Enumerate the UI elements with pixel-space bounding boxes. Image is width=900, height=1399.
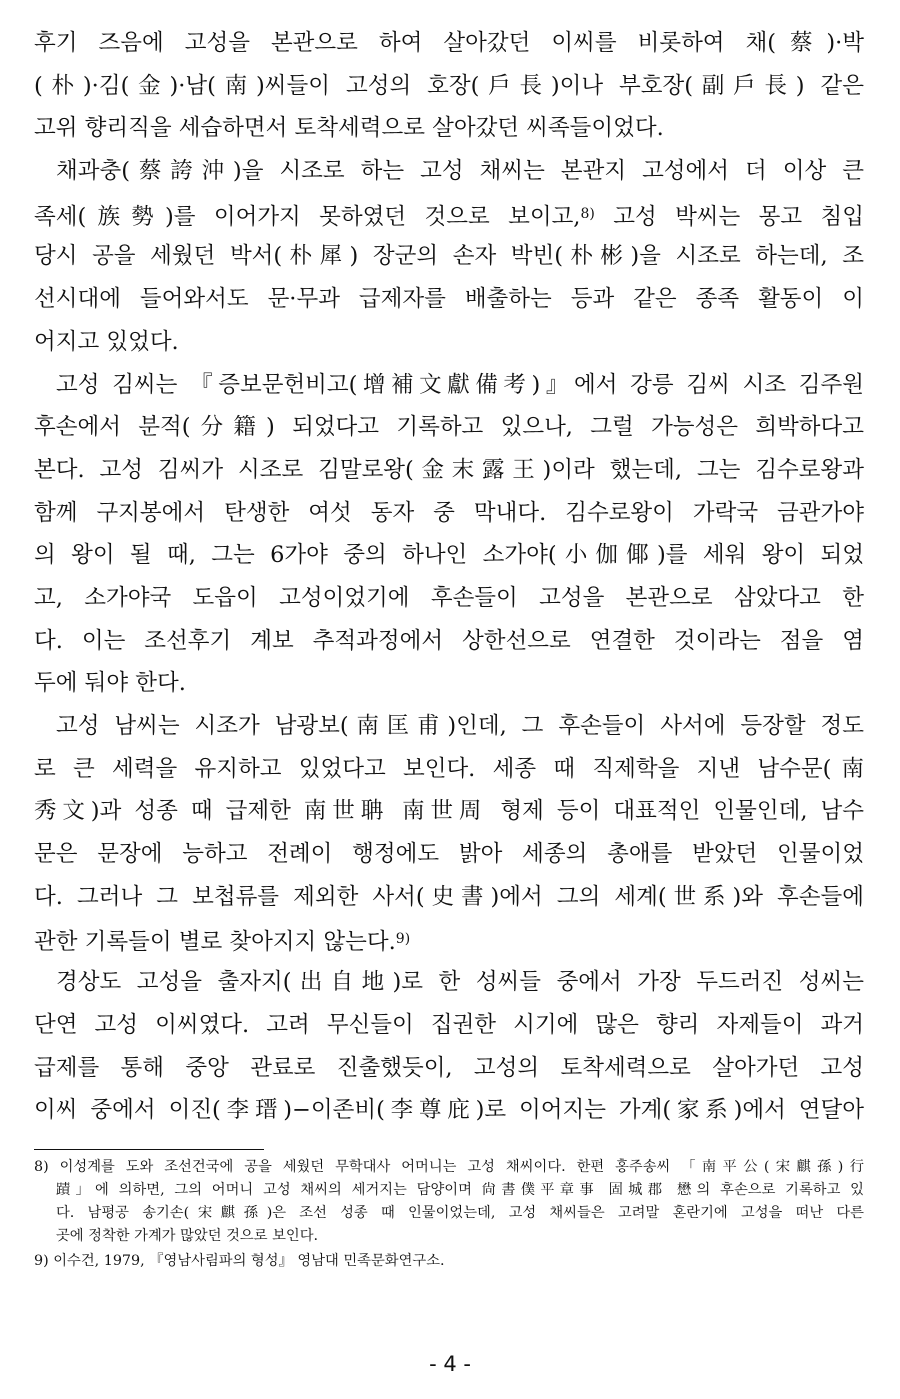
text-line: 후기 즈음에 고성을 본관으로 하여 살아갔던 이씨를 비롯하여 채(蔡)·박 (34, 30, 864, 56)
footnote-ref-9[interactable]: 9) (395, 931, 411, 948)
text-line: 다. 이는 조선후기 계보 추적과정에서 상한선으로 연결한 것이라는 점을 염 (34, 627, 864, 654)
footnote-line: 9) 이수건, 1979, 『영남사림파의 형성』 영남대 민족문화연구소. (34, 1253, 445, 1269)
text-line: 후손에서 분적(分籍) 되었다고 기록하고 있으나, 그럴 가능성은 희박하다고 (34, 414, 864, 441)
text-line: 문은 문장에 능하고 전례이 행정에도 밝아 세종의 총애를 받았던 인물이었 (34, 841, 864, 868)
text-line: 고위 향리직을 세습하면서 토착세력으로 살아갔던 씨족들이었다. (34, 115, 664, 142)
text-line: 함께 구지봉에서 탄생한 여섯 동자 중 막내다. 김수로왕이 가락국 금관가야 (34, 499, 864, 526)
text-segment: 고성 박씨는 몽고 침입 (594, 203, 864, 230)
footnote-divider (34, 1149, 264, 1150)
footnotes (34, 1156, 864, 1275)
footnote-line: 다. 남평공 송기손(宋麒孫)은 조선 성종 때 인물이었는데, 고성 채씨들은 고려말 혼란기에 고성을 떠난 다른 (56, 1205, 864, 1221)
footnote-line: 곳에 정착한 가계가 많았던 것으로 보인다. (56, 1228, 319, 1244)
paragraph-kim-clan (34, 364, 864, 706)
text-line: 채과충(蔡誇沖)을 시조로 하는 고성 채씨는 본관지 고성에서 더 이상 큰 (56, 158, 864, 185)
paragraph-chae-clan (34, 150, 864, 363)
text-line: 고성 남씨는 시조가 남광보(南匡甫)인데, 그 후손들이 사서에 등장할 정도 (56, 713, 864, 739)
text-line: 로 큰 세력을 유지하고 있었다고 보인다. 세종 때 직제학을 지낸 남수문(南 (34, 755, 864, 782)
text-line: 의 왕이 될 때, 그는 6가야 중의 하나인 소가야(小伽倻)를 세워 왕이 되었 (34, 542, 864, 569)
text-line: 경상도 고성을 출자지(出自地)로 한 성씨들 중에서 가장 두드러진 성씨는 (56, 969, 864, 996)
footnote-9 (34, 1250, 864, 1273)
text-line: 고, 소가야국 도읍이 고성이었기에 후손들이 고성을 본관으로 삼았다고 한 (34, 584, 864, 611)
text-line: 두에 둬야 한다. (34, 670, 186, 697)
text-segment: 족세(族勢)를 이어가지 못하였던 것으로 보이고, (34, 203, 581, 230)
footnote-line: 8) 이성계를 도와 조선건국에 공을 세웠던 무학대사 어머니는 고성 채씨이다. 한편 홍주송씨 「南平公(宋麒孫)行 (34, 1159, 864, 1175)
paragraph-lee-clan (34, 961, 864, 1132)
text-line: 秀文)과 성종 때 급제한 南世聃 南世周 형제 등이 대표적인 인물인데, 남수 (34, 798, 864, 825)
text-line: 고성 김씨는 『증보문헌비고(增補文獻備考)』에서 강릉 김씨 시조 김주원 (56, 371, 864, 398)
text-line: 다. 그러나 그 보첩류를 제외한 사서(史書)에서 그의 세계(世系)와 후손들에 (34, 883, 864, 910)
text-line (34, 193, 864, 236)
paragraph-local-clans (34, 22, 864, 150)
text-line: 이씨 중에서 이진(李瑨)−이존비(李尊庇)로 이어지는 가계(家系)에서 연달아 (34, 1097, 864, 1124)
paragraph-nam-clan (34, 705, 864, 961)
text-segment: 관한 기록들이 별로 찾아지지 않는다. (34, 929, 396, 956)
text-line: 본다. 고성 김씨가 시조로 김말로왕(金末露王)이라 했는데, 그는 김수로왕과 (34, 456, 864, 483)
page-number: - 4 - (429, 1352, 471, 1376)
body-text (34, 22, 864, 1132)
text-line: 단연 고성 이씨였다. 고려 무신들이 집권한 시기에 많은 향리 자제들이 과거 (34, 1011, 864, 1038)
text-line (34, 918, 864, 961)
text-line: 당시 공을 세웠던 박서(朴犀) 장군의 손자 박빈(朴彬)을 시조로 하는데, 조 (34, 243, 864, 270)
text-line: 급제를 통해 중앙 관료로 진출했듯이, 고성의 토착세력으로 살아가던 고성 (34, 1054, 864, 1081)
text-line: (朴)·김(金)·남(南)씨들이 고성의 호장(戶長)이나 부호장(副戶長) 같은 (34, 72, 864, 99)
footnote-ref-8[interactable]: 8) (580, 205, 595, 222)
footnote-8 (34, 1156, 864, 1248)
text-line: 어지고 있었다. (34, 328, 179, 355)
footnote-line: 蹟」에 의하면, 그의 어머니 고성 채씨의 세거지는 담양이며 尙書僕平章事 固城郡 懋의 후손으로 기록하고 있 (56, 1182, 864, 1198)
text-line: 선시대에 들어와서도 문·무과 급제자를 배출하는 등과 같은 종족 활동이 이 (34, 286, 864, 313)
